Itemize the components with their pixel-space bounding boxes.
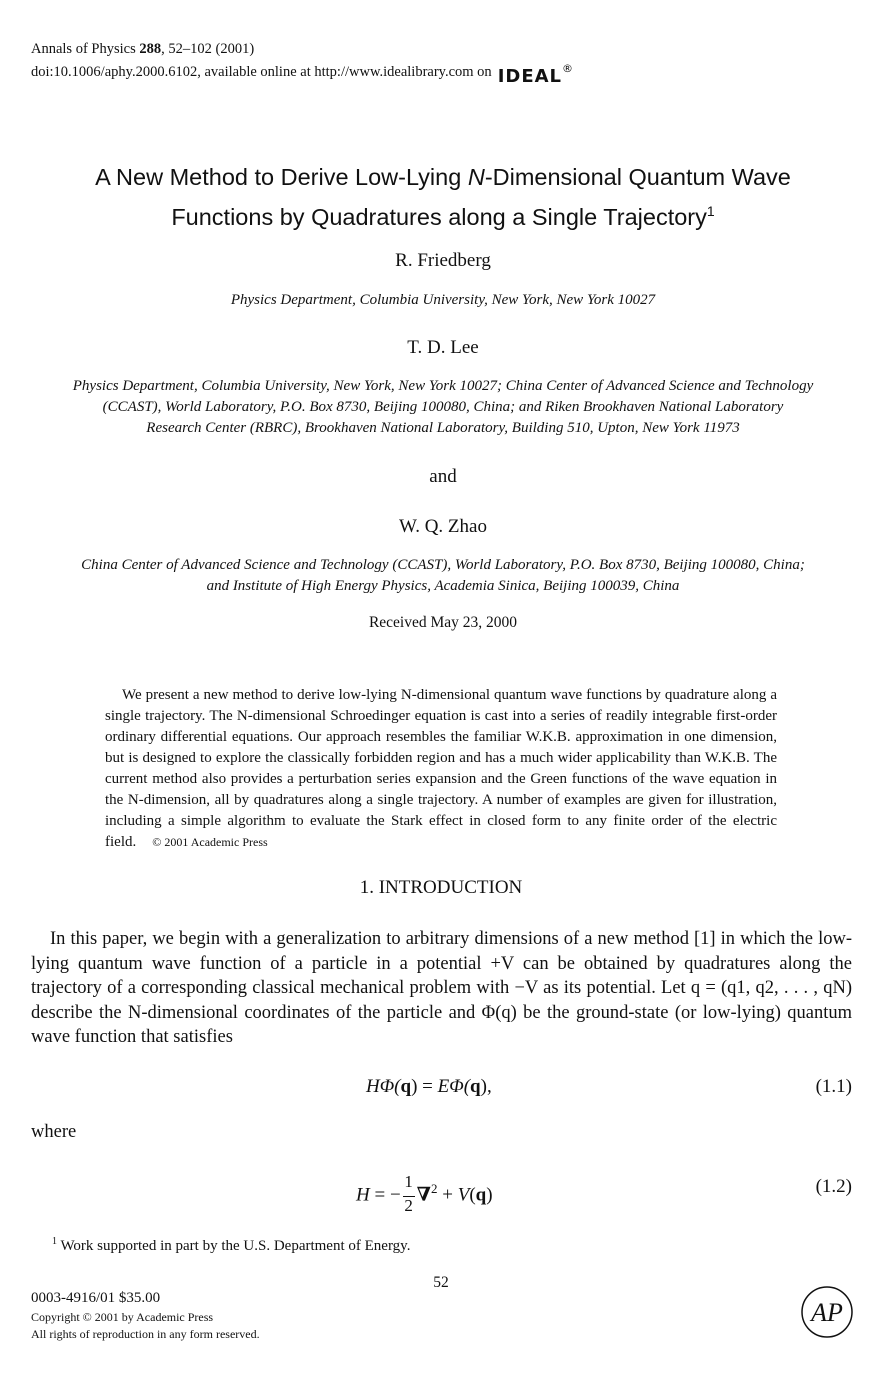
rights-line: All rights of reproduction in any form reserved. xyxy=(31,1327,260,1341)
academic-press-logo xyxy=(800,1285,854,1339)
footnote-mark: 1 xyxy=(52,1236,57,1247)
intro-paragraph: In this paper, we begin with a generalization to arbitrary dimensions of a new method [1] in which the low-lying quantum wave function of a particle in a potential +V can be obtained by quadratures along the trajectory of a corresponding classical mechanical problem with −V as its potential. Let q = (q1, q2, . . . , qN) describe the N-dimensional coordinates of the particle and Φ(q) be the ground-state (or low-lying) quantum wave function that satisfies xyxy=(31,929,852,1047)
where-text: where xyxy=(31,1122,77,1142)
ideal-logo-mark: ® xyxy=(562,62,575,75)
journal-name: Annals of Physics xyxy=(31,41,140,57)
journal-citation xyxy=(31,39,574,59)
affiliation-line: and Institute of High Energy Physics, Academia Sinica, Beijing 100039, China xyxy=(206,578,680,594)
affiliation-line: (CCAST), World Laboratory, P.O. Box 8730, Beijing 100080, China; and Riken Brookhaven National Laboratory xyxy=(102,399,784,415)
author-name: R. Friedberg xyxy=(395,250,491,271)
and-text: and xyxy=(429,466,457,487)
title-text-1a: A New Method to Derive Low-Lying xyxy=(95,164,468,190)
title-text-1c: -Dimensional Quantum Wave xyxy=(484,164,791,190)
ideal-logo xyxy=(498,59,574,87)
author-name: W. Q. Zhao xyxy=(399,516,487,537)
abstract-text: We present a new method to derive low-lying N-dimensional quantum wave functions by quadrature along a single trajectory. The N-dimensional Schroedinger equation is cast into a series of readily integrable first-order ordinary differential equations. Our approach resembles the familiar W.K.B. approximation in one dimension, but is designed to explore the classically forbidden region and has a much wider applicability than W.K.B. The current method also provides a perturbation series expansion and the Green functions of the wave equation in the N-dimension, all by quadratures along a single trajectory. A number of examples are given for illustration, including a simple algorithm to evaluate the Stark effect in closed form to any finite order of the electric field. xyxy=(105,687,777,850)
paper-title xyxy=(40,160,846,234)
title-text-2: Functions by Quadratures along a Single Trajectory xyxy=(171,203,707,230)
price-line: 0003-4916/01 $35.00 xyxy=(31,1290,161,1306)
title-text-1b: N xyxy=(467,164,485,190)
received-date: Received May 23, 2000 xyxy=(368,614,518,631)
doi-text: doi:10.1006/aphy.2000.6102, available online at http://www.idealibrary.com on xyxy=(31,64,492,80)
fraction-denominator: 2 xyxy=(404,1196,413,1215)
affiliation-line: Physics Department, Columbia University, New York, New York 10027 xyxy=(230,292,656,308)
abstract xyxy=(105,685,777,853)
academic-press-logo-text: AP xyxy=(811,1298,843,1327)
abstract-copyright: © 2001 Academic Press xyxy=(152,835,268,849)
author-name: T. D. Lee xyxy=(407,337,479,358)
title-line-1 xyxy=(40,160,846,194)
author-affiliation xyxy=(30,290,856,311)
footnote xyxy=(52,1236,410,1255)
doi-line xyxy=(31,59,574,87)
journal-pages-year: , 52–102 (2001) xyxy=(161,41,255,57)
affiliation-line: Physics Department, Columbia University, New York, New York 10027; China Center of Advanced Science and Technology xyxy=(72,378,814,394)
affiliation-line: China Center of Advanced Science and Technology (CCAST), World Laboratory, P.O. Box 8730, Beijing 100080, China; xyxy=(81,557,805,573)
equation-1-2-label: (1.2) xyxy=(815,1176,852,1197)
equation-1-1-label: (1.1) xyxy=(815,1076,852,1097)
section-heading: 1. INTRODUCTION xyxy=(359,877,523,898)
journal-header xyxy=(31,39,574,87)
equation-1-2-body: H = − $\frac{1}{2}$ ∇$^2$ + V(q) xyxy=(356,1172,493,1215)
title-line-2 xyxy=(40,194,846,234)
equation-1-1-body: HΦ(q) = EΦ(q), xyxy=(366,1076,492,1097)
journal-volume: 288 xyxy=(139,41,162,57)
author-affiliation xyxy=(30,555,856,597)
title-footnote-mark: 1 xyxy=(706,203,715,219)
fraction xyxy=(403,1172,415,1216)
copyright-line: Copyright © 2001 by Academic Press xyxy=(31,1310,214,1324)
affiliation-line: Research Center (RBRC), Brookhaven National Laboratory, Building 510, Upton, New York 11973 xyxy=(146,420,740,436)
ideal-logo-text: IDEAL xyxy=(497,66,563,87)
fraction-numerator: 1 xyxy=(404,1172,413,1191)
page-number: 52 xyxy=(433,1274,449,1291)
footnote-text: Work supported in part by the U.S. Department of Energy. xyxy=(57,1238,411,1254)
author-affiliation xyxy=(30,376,856,439)
